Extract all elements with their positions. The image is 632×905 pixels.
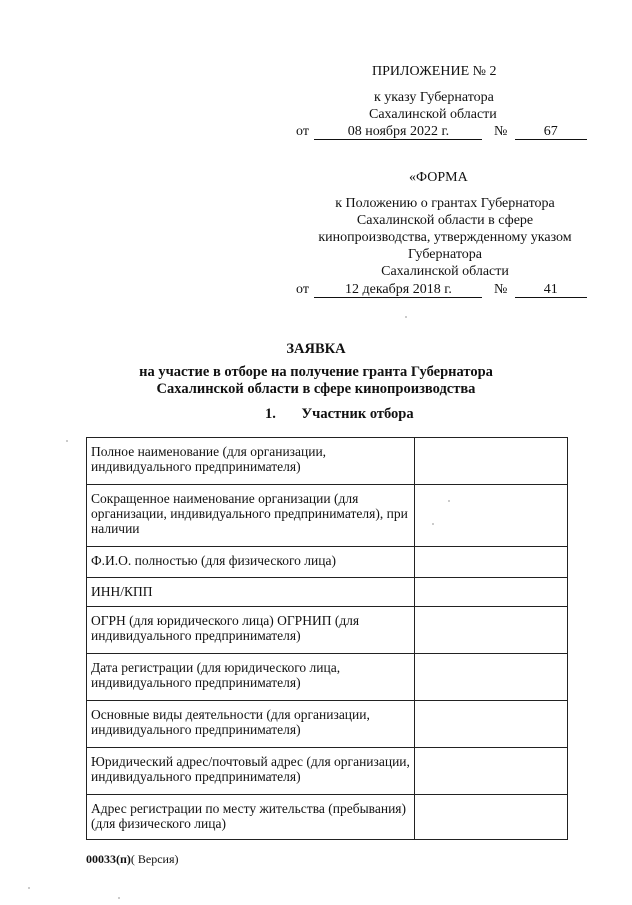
row-value-field[interactable]: [415, 607, 568, 654]
forma-date: 12 декабря 2018 г.: [314, 282, 482, 298]
forma-line-2: Сахалинской области в сфере: [356, 213, 534, 228]
document-footer: [86, 852, 179, 867]
row-label: Юридический адрес/почтовый адрес (для организации, индивидуального предпринимателя): [87, 748, 415, 795]
document-title: ЗАЯВКА: [286, 341, 346, 357]
appendix-line-2: Сахалинской области: [369, 107, 497, 122]
footer-code: 00033(п): [86, 852, 131, 866]
forma-date-line: [296, 282, 587, 298]
participant-table: [86, 437, 568, 840]
appendix-ot-label: от: [296, 124, 309, 139]
table-row: [87, 607, 568, 654]
forma-line-5: Сахалинской области: [381, 264, 509, 279]
row-value-field[interactable]: [415, 654, 568, 701]
document-subtitle-2: Сахалинской области в сфере кинопроизводства: [156, 381, 476, 397]
row-value-field[interactable]: [415, 701, 568, 748]
scan-speck: [28, 887, 30, 889]
appendix-title: ПРИЛОЖЕНИЕ № 2: [372, 64, 497, 79]
forma-number: 41: [515, 282, 587, 298]
document-subtitle-1: на участие в отборе на получение гранта Губернатора: [139, 364, 493, 380]
table-row: [87, 485, 568, 547]
row-label: Адрес регистрации по месту жительства (пребывания) (для физического лица): [87, 795, 415, 840]
row-label: ИНН/КПП: [87, 578, 415, 607]
section-title: Участник отбора: [301, 406, 414, 422]
section-number: 1.: [265, 406, 276, 422]
scan-speck: [66, 440, 68, 442]
row-label: Дата регистрации (для юридического лица, индивидуального предпринимателя): [87, 654, 415, 701]
row-label: Сокращенное наименование организации (для организации, индивидуального предпринимателя), при наличии: [87, 485, 415, 547]
section-heading: [265, 406, 414, 422]
row-value-field[interactable]: [415, 578, 568, 607]
appendix-date: 08 ноября 2022 г.: [314, 124, 482, 140]
appendix-line-1: к указу Губернатора: [374, 90, 494, 105]
forma-title: «ФОРМА: [409, 170, 468, 185]
forma-line-1: к Положению о грантах Губернатора: [335, 196, 555, 211]
table-row: [87, 438, 568, 485]
appendix-date-line: [296, 124, 587, 140]
row-value-field[interactable]: [415, 748, 568, 795]
row-value-field[interactable]: [415, 795, 568, 840]
table-row: [87, 654, 568, 701]
footer-version: ( Версия): [130, 852, 179, 866]
row-label: ОГРН (для юридического лица) ОГРНИП (для индивидуального предпринимателя): [87, 607, 415, 654]
appendix-number: 67: [515, 124, 587, 140]
row-label: Полное наименование (для организации, индивидуального предпринимателя): [87, 438, 415, 485]
scan-speck: [448, 500, 450, 502]
table-row: [87, 748, 568, 795]
forma-line-4: Губернатора: [407, 247, 483, 262]
table-row: [87, 578, 568, 607]
row-label: Основные виды деятельности (для организации, индивидуального предпринимателя): [87, 701, 415, 748]
table-row: [87, 795, 568, 840]
scan-speck: [118, 897, 120, 899]
forma-ot-label: от: [296, 282, 309, 297]
table-row: [87, 547, 568, 578]
scan-speck: [432, 523, 434, 525]
table-row: [87, 701, 568, 748]
row-value-field[interactable]: [415, 485, 568, 547]
row-value-field[interactable]: [415, 547, 568, 578]
row-value-field[interactable]: [415, 438, 568, 485]
scan-speck: [405, 316, 407, 318]
forma-line-3: кинопроизводства, утвержденному указом: [318, 230, 572, 245]
forma-no-label: №: [493, 282, 508, 297]
appendix-no-label: №: [493, 124, 508, 139]
row-label: Ф.И.О. полностью (для физического лица): [87, 547, 415, 578]
